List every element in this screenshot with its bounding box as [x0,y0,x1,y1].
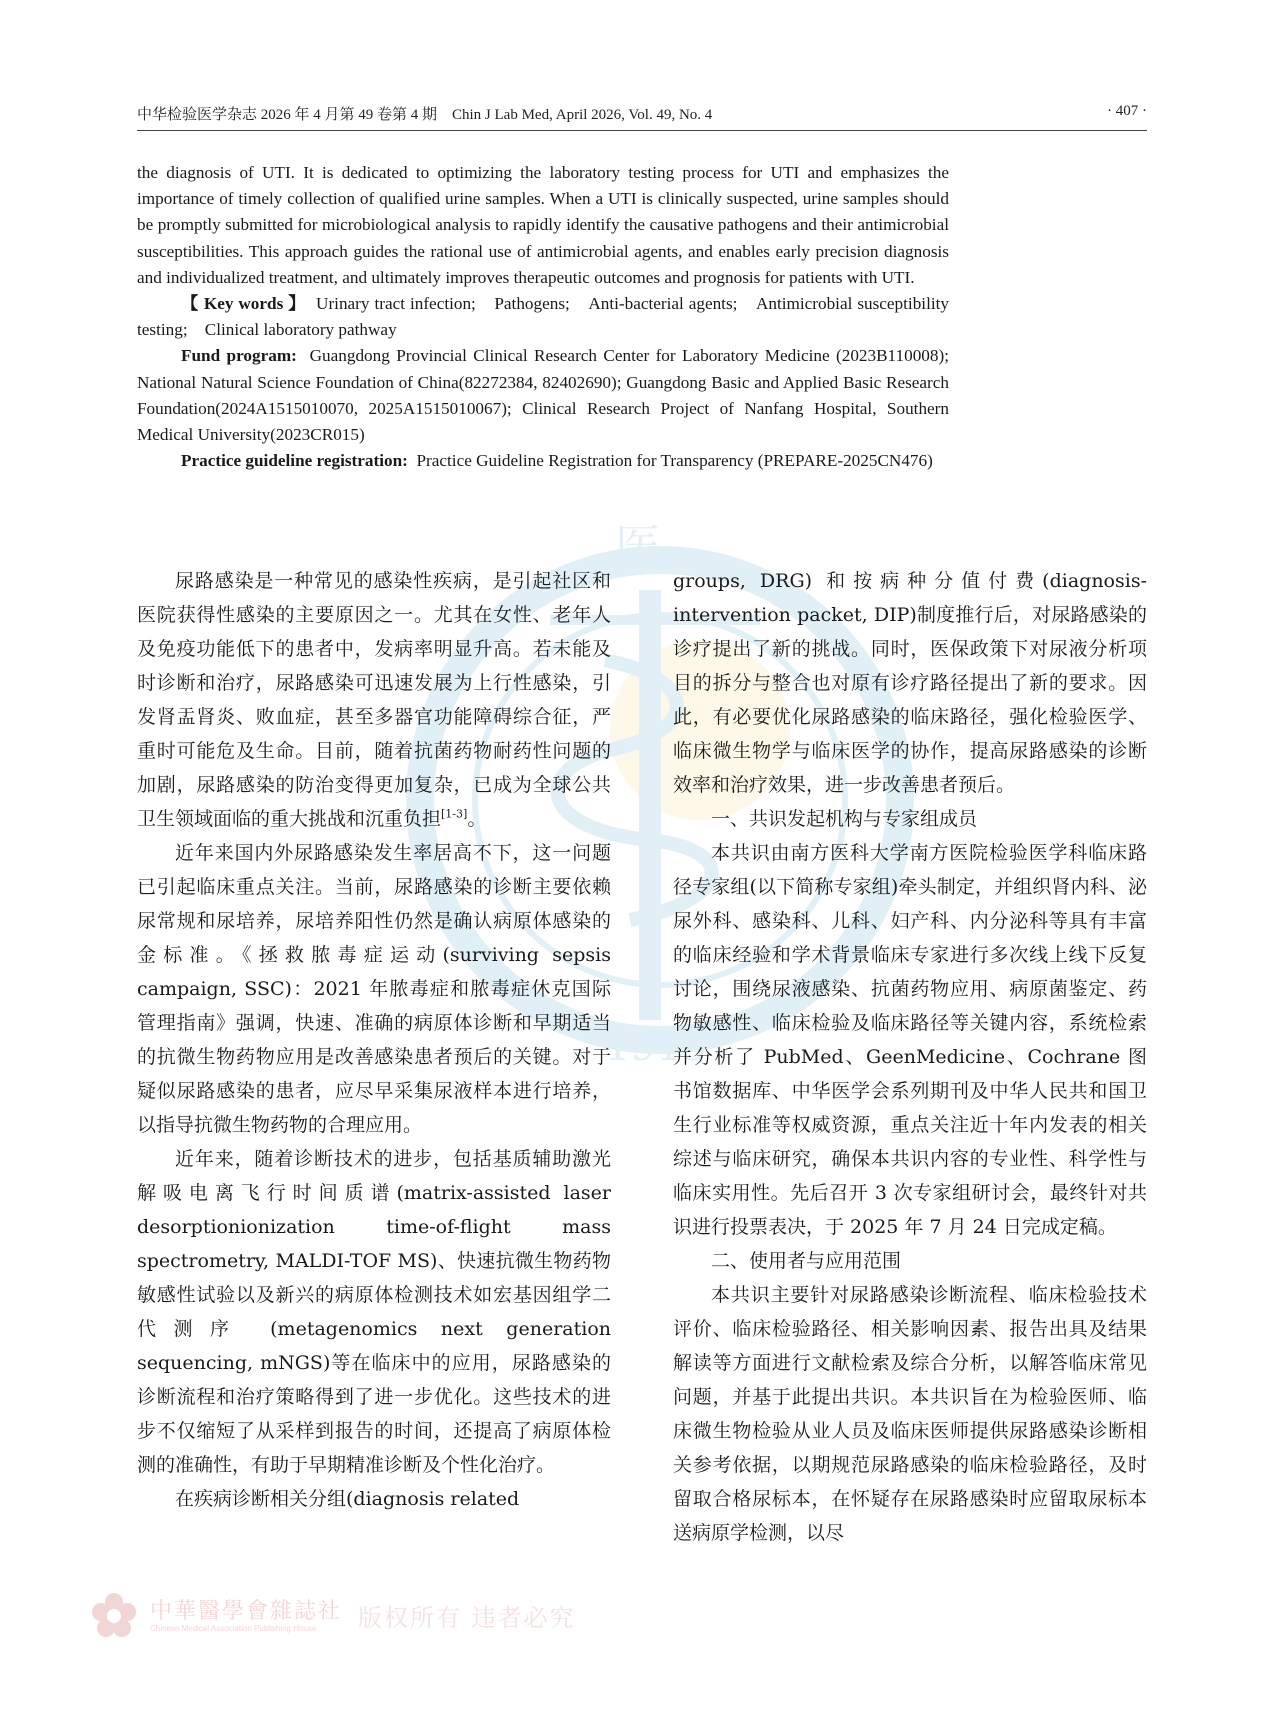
body-paragraph: 近年来国内外尿路感染发生率居高不下，这一问题已引起临床重点关注。当前，尿路感染的诊断主要依赖尿常规和尿培养，尿培养阳性仍然是确认病原体感染的金标准。《拯救脓毒症运动(surviving sepsis campaign, SSC)：2021 年脓毒症和脓毒症休克国际管理指南》强调，快速、准确的病原体诊断和早期适当的抗微生物药物应用是改善感染患者预后的关键。对于疑似尿路感染的患者，应尽早采集尿液样本进行培养，以指导抗微生物药物的合理应用。 [137,842,611,1136]
section-heading: 一、共识发起机构与专家组成员 [711,808,978,830]
body-paragraph: 近年来，随着诊断技术的进步，包括基质辅助激光解吸电离飞行时间质谱(matrix-assisted laser desorptionionization time-of-flight mass spectrometry, MALDI-TOF MS)、快速抗微生物药物敏感性试验以及新兴的病原体检测技术如宏基因组学二代测序 (metagenomics next generation sequencing, mNGS)等在临床中的应用，尿路感染的诊断流程和治疗策略得到了进一步优化。这些技术的进步不仅缩短了从采样到报告的时间，还提高了病原体检测的准确性，有助于早期精准诊断及个性化治疗。 [137,1148,611,1476]
fund-paragraph [137,343,949,448]
seal-year: 1915 [605,1024,707,1070]
fund-label: Fund program: [181,346,297,366]
keywords-text: Urinary tract infection; Pathogens; Anti-bacterial agents; Antimicrobial susceptibility testing; Clinical laboratory pathway [137,294,949,340]
english-abstract [137,160,949,474]
body-paragraph: 本共识由南方医科大学南方医院检验医学科临床路径专家组(以下简称专家组)牵头制定，并组织肾内科、泌尿外科、感染科、儿科、妇产科、内分泌科等具有丰富的临床经验和学术背景临床专家进行多次线上线下反复讨论，围绕尿液感染、抗菌药物应用、病原菌鉴定、药物敏感性、临床检验及临床路径等关键内容，系统检索并分析了 PubMed、GeenMedicine、Cochrane 图书馆数据库、中华医学会系列期刊及中华人民共和国卫生行业标准等权威资源，重点关注近十年内发表的相关综述与临床研究，确保本共识内容的专业性、科学性与临床实用性。先后召开 3 次专家组研讨会，最终针对共识进行投票表决，于 2025 年 7 月 24 日完成定稿。 [673,842,1147,1238]
header-divider [137,130,1147,131]
registration-text: Practice Guideline Registration for Transparency (PREPARE-2025CN476) [416,451,933,471]
body-paragraph: 尿路感染是一种常见的感染性疾病，是引起社区和医院获得性感染的主要原因之一。尤其在女性、老年人及免疫功能低下的患者中，发病率明显升高。若未能及时诊断和治疗，尿路感染可迅速发展为上行性感染，引发肾盂肾炎、败血症，甚至多器官功能障碍综合征，严重时可能危及生命。目前，随着抗菌药物耐药性问题的加剧，尿路感染的防治变得更加复杂，已成为全球公共卫生领域面临的重大挑战和沉重负担[1-3]。 [137,570,611,830]
body-paragraph: 在疾病诊断相关分组(diagnosis related [175,1488,520,1510]
abstract-text: the diagnosis of UTI. It is dedicated to optimizing the laboratory testing process for UTI and emphasizes the importance of timely collection of qualified urine samples. When a UTI is clinically suspected, urine samples should be promptly submitted for microbiological analysis to rapidly identify the causative pathogens and their antimicrobial susceptibilities. This approach guides the rational use of antimicrobial agents, and enables early precision diagnosis and individualized treatment, and ultimately improves therapeutic outcomes and prognosis for patients with UTI. [137,163,949,287]
publisher-watermark [88,1590,588,1650]
fund-text: Guangdong Provincial Clinical Research Center for Laboratory Medicine (2023B110008); National Natural Science Foundation of China(82272384, 82402690); Guangdong Basic and Applied Basic Research Foundation(2024A1515010070, 2025A1515010067); Clinical Research Project of Nanfang Hospital, Southern Medical University(2023CR015) [137,346,949,445]
registration-label: Practice guideline registration: [181,451,408,471]
seal-character: 医 [615,519,661,573]
registration-paragraph [137,448,949,474]
section-heading: 二、使用者与应用范围 [711,1250,902,1272]
copyright-slogan: 版权所有 违者必究 [358,1604,576,1632]
page-number: · 407 · [1107,103,1147,119]
publisher-name-en: Chinese Medical Association Publishing House [150,1624,317,1633]
journal-citation: 中华检验医学杂志 2026 年 4 月第 49 卷第 4 期 Chin J Lab Med, April 2026, Vol. 49, No. 4 [137,107,713,123]
publisher-flower-icon [88,1590,140,1642]
citation-ref: [1-3] [441,807,468,821]
body-paragraph: groups, DRG) 和按病种分值付费(diagnosis-intervention packet, DIP)制度推行后，对尿路感染的诊疗提出了新的挑战。同时，医保政策下对尿液分析项目的拆分与整合也对原有诊疗路径提出了新的要求。因此，有必要优化尿路感染的临床路径，强化检验医学、临床微生物学与临床医学的协作，提高尿路感染的诊断效率和治疗效果，进一步改善患者预后。 [673,570,1147,796]
body-paragraph: 本共识主要针对尿路感染诊断流程、临床检验技术评价、临床检验路径、相关影响因素、报告出具及结果解读等方面进行文献检索及综合分析，以解答临床常见问题，并基于此提出共识。本共识旨在为检验医师、临床微生物检验从业人员及临床医师提供尿路感染诊断相关参考依据，以期规范尿路感染的临床检验路径，及时留取合格尿标本，在怀疑存在尿路感染时应留取尿标本送病原学检测，以尽 [673,1284,1147,1544]
body-column-right [673,564,1147,1550]
keywords-label: 【 Key words 】 [181,294,307,314]
keywords-paragraph [137,291,949,343]
publisher-name: 中華醫學會雜誌社 [150,1599,343,1624]
running-header [137,103,1147,127]
body-column-left [137,564,611,1516]
